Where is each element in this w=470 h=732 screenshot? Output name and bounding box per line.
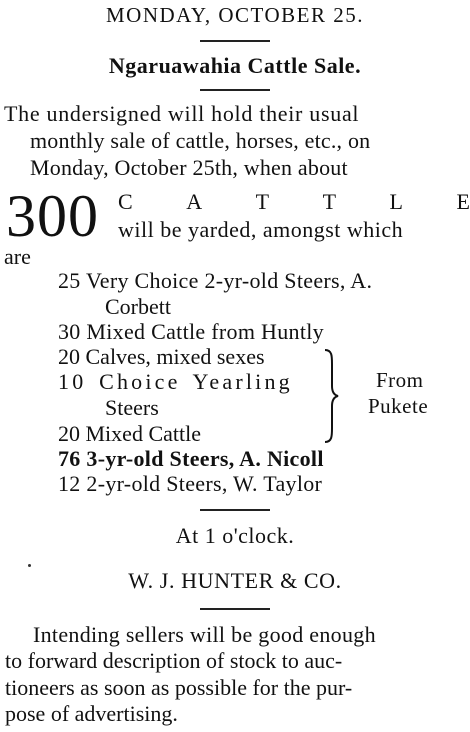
brace-icon	[322, 348, 340, 444]
divider	[200, 509, 270, 511]
list-item: 20 Calves, mixed sexes	[58, 344, 265, 369]
intro-line: The undersigned will hold their usual	[4, 101, 360, 126]
cattle-letter: T	[322, 189, 337, 214]
list-item: 25 Very Choice 2-yr-old Steers, A.	[58, 268, 373, 293]
notice-title: Ngaruawahia Cattle Sale.	[108, 53, 362, 78]
list-item: Steers	[105, 395, 159, 420]
list-item: 12 2-yr-old Steers, W. Taylor	[58, 471, 323, 496]
list-item: 76 3-yr-old Steers, A. Nicoll	[58, 446, 324, 471]
cattle-letter: A	[186, 189, 203, 214]
cattle-count: 300	[6, 183, 99, 249]
auctioneer-name: W. J. HUNTER & CO.	[128, 568, 342, 593]
print-speck	[28, 564, 31, 567]
closing-line: tioneers as soon as possible for the pur-	[5, 675, 353, 700]
bracket-label: From	[376, 368, 424, 392]
divider	[200, 89, 270, 91]
cattle-heading	[118, 189, 470, 215]
divider	[200, 608, 270, 610]
list-item: 30 Mixed Cattle from Huntly	[58, 319, 324, 344]
cattle-letter: E	[456, 189, 470, 214]
closing-line: pose of advertising.	[5, 701, 178, 726]
list-item: 10 Choice Yearling	[58, 369, 293, 394]
intro-line: Monday, October 25th, when about	[30, 155, 348, 180]
list-item: Corbett	[105, 294, 171, 319]
bracket-label: Pukete	[368, 394, 429, 418]
cattle-letter: T	[255, 189, 270, 214]
closing-line: to forward description of stock to auc-	[5, 648, 343, 673]
closing-line: Intending sellers will be good enough	[33, 622, 376, 647]
cattle-letter: C	[118, 189, 133, 214]
are-line: are	[4, 244, 31, 269]
yarded-line: will be yarded, amongst which	[118, 217, 404, 242]
list-item: 20 Mixed Cattle	[58, 421, 201, 446]
intro-line: monthly sale of cattle, horses, etc., on	[30, 128, 371, 153]
divider	[200, 40, 270, 42]
date-heading: MONDAY, OCTOBER 25.	[106, 3, 364, 27]
cattle-letter: L	[389, 189, 403, 214]
sale-time: At 1 o'clock.	[175, 523, 295, 548]
